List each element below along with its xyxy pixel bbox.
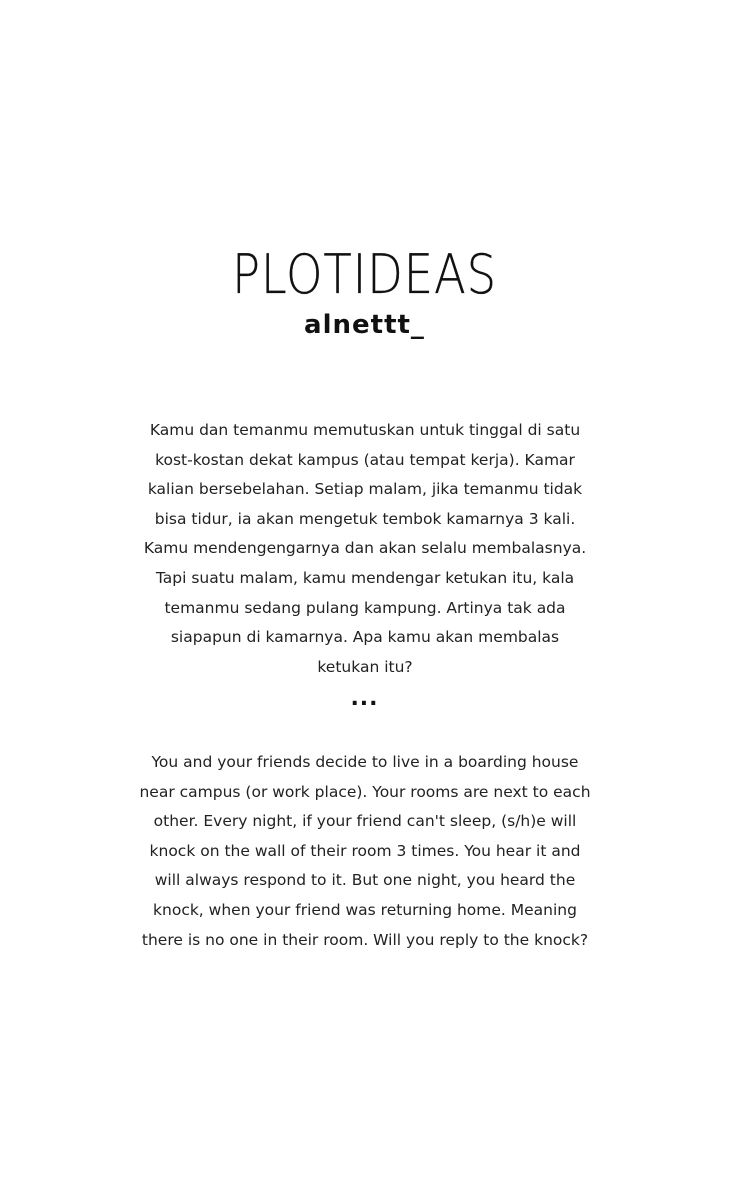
paragraph-english: You and your friends decide to live in a boarding house near campus (or work place). Your rooms are next to each other. Every night, if your friend can't sleep, (s/h)e will knock on the wall of their room 3 times. You hear it and will always respond to it. But one night, you heard the knock, when your friend was returning home. Meaning there is no one in their room. Will you reply to the knock? <box>139 753 591 949</box>
page-title: PLOTIDEAS <box>232 243 497 306</box>
author-handle: alnettt_ <box>304 310 425 340</box>
separator-dots: ... <box>350 686 379 711</box>
paragraph-indonesian: Kamu dan temanmu memutuskan untuk tinggal di satu kost-kostan dekat kampus (atau tempat kerja). Kamar kalian bersebelahan. Setiap malam, jika temanmu tidak bisa tidur, ia akan mengetuk tembok kamarnya 3 kali. Kamu mendengengarnya dan akan selalu membalasnya. Tapi suatu malam, kamu mendengar ketukan itu, kala temanmu sedang pulang kampung. Artinya tak ada siapapun di kamarnya. Apa kamu akan membalas ketukan itu? <box>143 421 587 676</box>
